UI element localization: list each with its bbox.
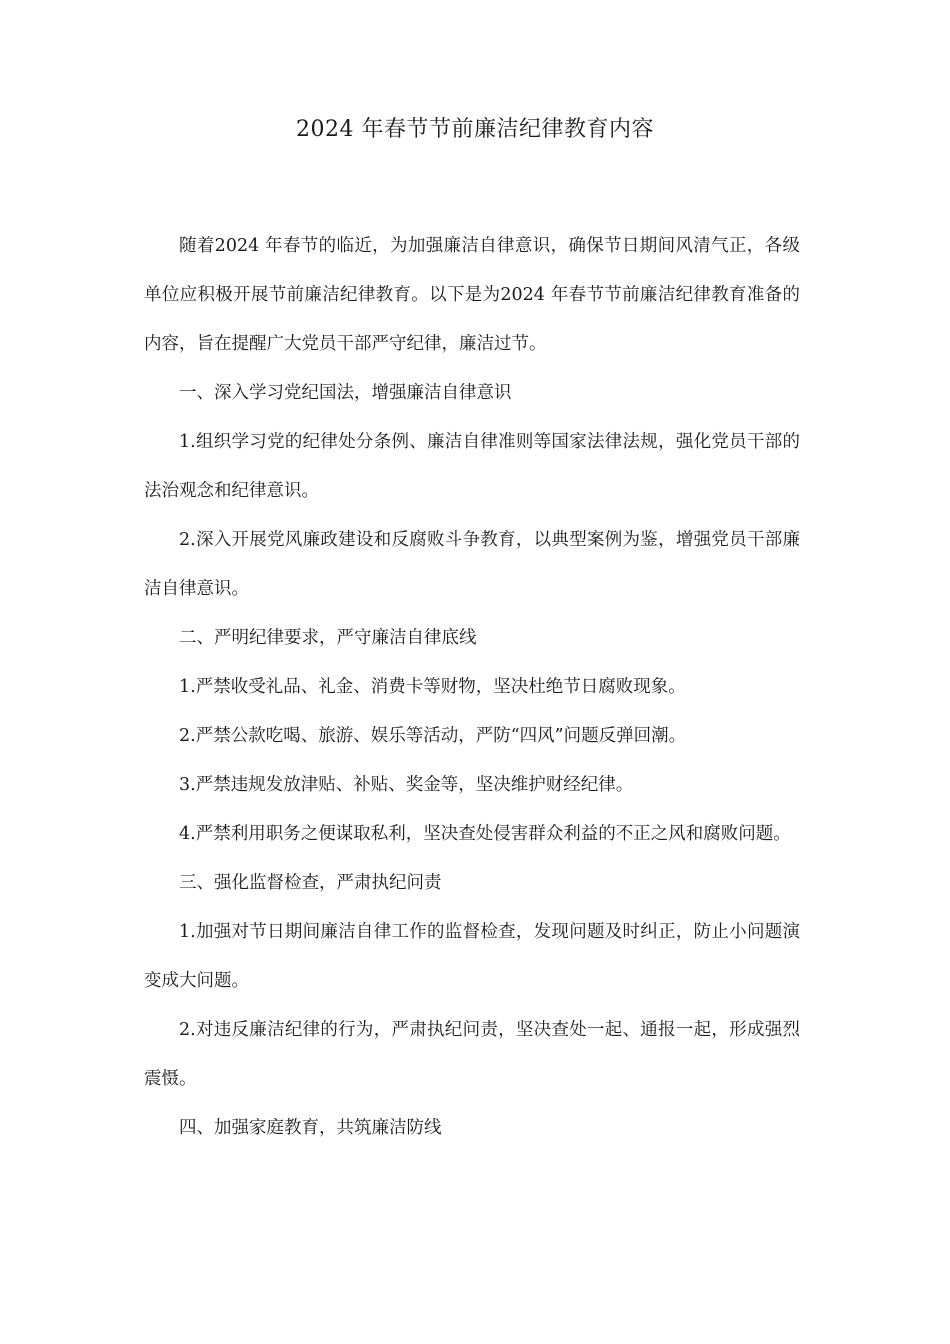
list-item: 1.组织学习党的纪律处分条例、廉洁自律准则等国家法律法规，强化党员干部的法治观念和纪律意识。 (144, 432, 800, 501)
intro-paragraph: 随着2024 年春节的临近，为加强廉洁自律意识，确保节日期间风清气正，各级单位应积极开展节前廉洁纪律教育。以下是为2024 年春节节前廉洁纪律教育准备的内容，旨在提醒广大党员干部严守纪律，廉洁过节。 (144, 236, 800, 354)
list-item: 3.严禁违规发放津贴、补贴、奖金等，坚决维护财经纪律。 (179, 775, 634, 795)
section-heading-1: 一、深入学习党纪国法，增强廉洁自律意识 (179, 383, 512, 403)
document-body (144, 222, 800, 1153)
list-item: 2.深入开展党风廉政建设和反腐败斗争教育，以典型案例为鉴，增强党员干部廉洁自律意识。 (144, 530, 800, 599)
list-item: 1.加强对节日期间廉洁自律工作的监督检查，发现问题及时纠正，防止小问题演变成大问题。 (144, 922, 800, 991)
section-heading-3: 三、强化监督检查，严肃执纪问责 (179, 873, 442, 893)
list-item: 4.严禁利用职务之便谋取私利，坚决查处侵害群众利益的不正之风和腐败问题。 (179, 824, 791, 844)
section-heading-2: 二、严明纪律要求，严守廉洁自律底线 (179, 628, 477, 648)
list-item: 1.严禁收受礼品、礼金、消费卡等财物，坚决杜绝节日腐败现象。 (179, 677, 686, 697)
document-title: 2024 年春节节前廉洁纪律教育内容 (296, 117, 654, 142)
list-item: 2.严禁公款吃喝、旅游、娱乐等活动，严防“四风”问题反弹回潮。 (179, 726, 687, 746)
section-heading-4: 四、加强家庭教育，共筑廉洁防线 (179, 1118, 442, 1138)
list-item: 2.对违反廉洁纪律的行为，严肃执纪问责，坚决查处一起、通报一起，形成强烈震慑。 (144, 1020, 800, 1089)
